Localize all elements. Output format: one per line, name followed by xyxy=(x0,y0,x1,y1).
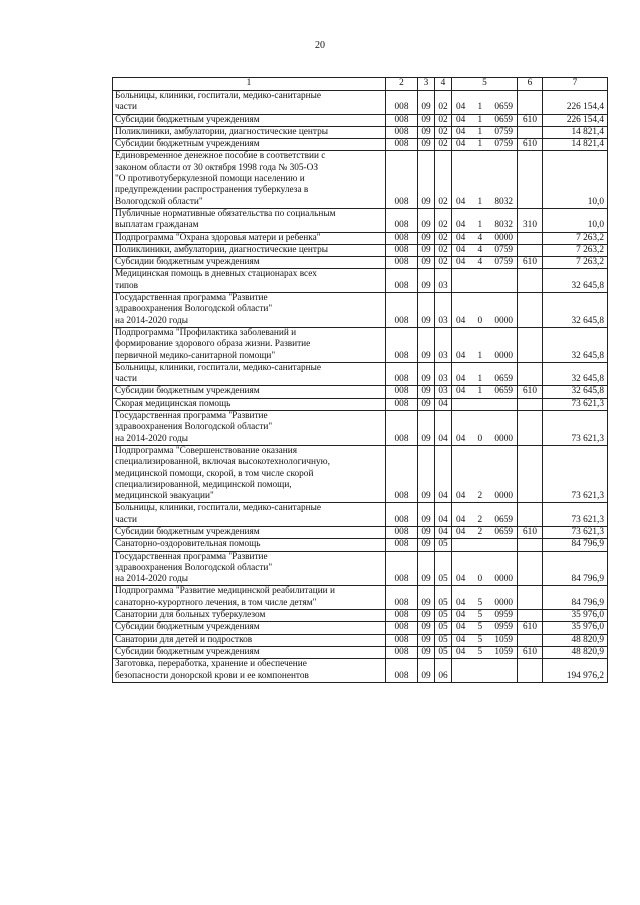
ministry-code-cell: 008 xyxy=(386,646,418,658)
target-article-part: 04 xyxy=(456,646,466,657)
row-name-cell: Субсидии бюджетным учреждениям xyxy=(113,257,386,269)
ministry-code-cell: 008 xyxy=(386,586,418,610)
table-row xyxy=(113,386,608,398)
target-article-part: 1 xyxy=(477,196,483,207)
row-name-cell: Санаторно-оздоровительная помощь xyxy=(113,539,386,551)
target-article-part: 04 xyxy=(456,139,466,150)
target-article-cell xyxy=(452,610,518,622)
target-article-part: 5 xyxy=(477,634,483,645)
ministry-code-cell: 008 xyxy=(386,659,418,683)
ministry-code-cell: 008 xyxy=(386,398,418,410)
table-row xyxy=(113,139,608,151)
expense-type-cell xyxy=(518,126,543,138)
target-article-cell xyxy=(452,151,518,208)
amount-cell: 73 621,3 xyxy=(543,398,608,410)
amount-cell: 73 621,3 xyxy=(543,526,608,538)
row-name-cell: Больницы, клиники, госпитали, медико-санитарные части xyxy=(113,91,386,115)
target-article-part: 8032 xyxy=(494,220,513,231)
target-article-cell xyxy=(452,362,518,386)
section-code-cell: 09 xyxy=(418,362,435,386)
target-article-part: 1 xyxy=(477,102,483,113)
target-article-part: 4 xyxy=(477,257,483,268)
expense-type-cell xyxy=(518,244,543,256)
expense-type-cell xyxy=(518,293,543,328)
target-article-part: 04 xyxy=(456,126,466,137)
row-name-cell: Больницы, клиники, госпитали, медико-санитарные части xyxy=(113,362,386,386)
target-article-cell xyxy=(452,503,518,527)
target-article-part: 5 xyxy=(477,646,483,657)
row-name-cell: Санатории для детей и подростков xyxy=(113,634,386,646)
subsection-code-cell: 02 xyxy=(435,91,452,115)
section-code-cell: 09 xyxy=(418,445,435,502)
table-row xyxy=(113,327,608,362)
target-article-part: 0 xyxy=(477,315,483,326)
target-article-cell xyxy=(452,208,518,232)
expense-type-cell xyxy=(518,503,543,527)
row-name-cell: Субсидии бюджетным учреждениям xyxy=(113,114,386,126)
budget-table xyxy=(112,77,608,683)
row-name-cell: Подпрограмма "Охрана здоровья матери и ребенка" xyxy=(113,232,386,244)
ministry-code-cell: 008 xyxy=(386,244,418,256)
subsection-code-cell: 04 xyxy=(435,411,452,446)
ministry-code-cell: 008 xyxy=(386,208,418,232)
target-article-part: 0759 xyxy=(494,139,513,150)
target-article-part: 04 xyxy=(456,350,466,361)
amount-cell: 73 621,3 xyxy=(543,445,608,502)
table-row xyxy=(113,362,608,386)
ministry-code-cell: 008 xyxy=(386,634,418,646)
row-name-cell: Скорая медицинская помощь xyxy=(113,398,386,410)
target-article-part: 8032 xyxy=(494,196,513,207)
expense-type-cell xyxy=(518,269,543,293)
row-name-cell: Больницы, клиники, госпитали, медико-санитарные части xyxy=(113,503,386,527)
table-row xyxy=(113,257,608,269)
target-article-part: 04 xyxy=(456,257,466,268)
page-number: 20 xyxy=(315,40,325,51)
table-row xyxy=(113,411,608,446)
target-article-part: 0000 xyxy=(494,574,513,585)
subsection-code-cell: 02 xyxy=(435,244,452,256)
target-article-part: 04 xyxy=(456,622,466,633)
target-article-cell xyxy=(452,551,518,586)
amount-cell: 194 976,2 xyxy=(543,659,608,683)
subsection-code-cell: 05 xyxy=(435,586,452,610)
target-article-cell xyxy=(452,526,518,538)
section-code-cell: 09 xyxy=(418,257,435,269)
table-row xyxy=(113,114,608,126)
target-article-part: 0959 xyxy=(494,610,513,621)
expense-type-cell xyxy=(518,232,543,244)
amount-cell: 32 645,8 xyxy=(543,293,608,328)
ministry-code-cell: 008 xyxy=(386,139,418,151)
subsection-code-cell: 02 xyxy=(435,208,452,232)
target-article-part: 04 xyxy=(456,102,466,113)
target-article-part: 0000 xyxy=(494,232,513,243)
expense-type-cell xyxy=(518,659,543,683)
expense-type-cell: 610 xyxy=(518,646,543,658)
subsection-code-cell: 04 xyxy=(435,503,452,527)
target-article-part: 0659 xyxy=(494,114,513,125)
row-name-cell: Поликлиники, амбулатории, диагностические центры xyxy=(113,244,386,256)
subsection-code-cell: 05 xyxy=(435,634,452,646)
section-code-cell: 09 xyxy=(418,126,435,138)
section-code-cell: 09 xyxy=(418,622,435,634)
ministry-code-cell: 008 xyxy=(386,293,418,328)
target-article-cell xyxy=(452,622,518,634)
target-article-part: 04 xyxy=(456,244,466,255)
table-row xyxy=(113,586,608,610)
target-article-part: 04 xyxy=(456,514,466,525)
target-article-part: 04 xyxy=(456,574,466,585)
column-header: 3 xyxy=(418,78,435,91)
target-article-cell xyxy=(452,327,518,362)
table-row xyxy=(113,526,608,538)
amount-cell: 73 621,3 xyxy=(543,411,608,446)
expense-type-cell xyxy=(518,398,543,410)
target-article-cell xyxy=(452,586,518,610)
subsection-code-cell: 02 xyxy=(435,139,452,151)
amount-cell: 226 154,4 xyxy=(543,114,608,126)
expense-type-cell: 610 xyxy=(518,386,543,398)
target-article-cell xyxy=(452,445,518,502)
table-row xyxy=(113,622,608,634)
target-article-part: 04 xyxy=(456,491,466,502)
table-row xyxy=(113,208,608,232)
ministry-code-cell: 008 xyxy=(386,526,418,538)
target-article-cell xyxy=(452,659,518,683)
amount-cell: 226 154,4 xyxy=(543,91,608,115)
table-row xyxy=(113,634,608,646)
section-code-cell: 09 xyxy=(418,114,435,126)
target-article-part: 0000 xyxy=(494,491,513,502)
target-article-part: 0659 xyxy=(494,102,513,113)
column-header: 6 xyxy=(518,78,543,91)
section-code-cell: 09 xyxy=(418,634,435,646)
expense-type-cell xyxy=(518,151,543,208)
target-article-part: 04 xyxy=(456,114,466,125)
amount-cell: 14 821,4 xyxy=(543,126,608,138)
subsection-code-cell: 03 xyxy=(435,327,452,362)
amount-cell: 10,0 xyxy=(543,151,608,208)
subsection-code-cell: 05 xyxy=(435,551,452,586)
subsection-code-cell: 03 xyxy=(435,362,452,386)
section-code-cell: 09 xyxy=(418,539,435,551)
column-header: 7 xyxy=(543,78,608,91)
expense-type-cell: 610 xyxy=(518,622,543,634)
section-code-cell: 09 xyxy=(418,293,435,328)
target-article-part: 1 xyxy=(477,374,483,385)
section-code-cell: 09 xyxy=(418,327,435,362)
table-row xyxy=(113,398,608,410)
table-row xyxy=(113,445,608,502)
row-name-cell: Публичные нормативные обязательства по социальным выплатам гражданам xyxy=(113,208,386,232)
subsection-code-cell: 06 xyxy=(435,659,452,683)
target-article-cell xyxy=(452,293,518,328)
subsection-code-cell: 04 xyxy=(435,398,452,410)
target-article-part: 1059 xyxy=(494,646,513,657)
target-article-part: 1 xyxy=(477,386,483,397)
target-article-part: 1059 xyxy=(494,634,513,645)
target-article-part: 5 xyxy=(477,622,483,633)
expense-type-cell xyxy=(518,91,543,115)
expense-type-cell xyxy=(518,411,543,446)
section-code-cell: 09 xyxy=(418,659,435,683)
expense-type-cell xyxy=(518,634,543,646)
table-row xyxy=(113,293,608,328)
target-article-part: 04 xyxy=(456,610,466,621)
section-code-cell: 09 xyxy=(418,386,435,398)
section-code-cell: 09 xyxy=(418,503,435,527)
section-code-cell: 09 xyxy=(418,398,435,410)
table-row xyxy=(113,126,608,138)
section-code-cell: 09 xyxy=(418,208,435,232)
expense-type-cell xyxy=(518,362,543,386)
row-name-cell: Субсидии бюджетным учреждениям xyxy=(113,386,386,398)
target-article-part: 04 xyxy=(456,232,466,243)
subsection-code-cell: 05 xyxy=(435,622,452,634)
target-article-part: 04 xyxy=(456,315,466,326)
section-code-cell: 09 xyxy=(418,646,435,658)
subsection-code-cell: 02 xyxy=(435,126,452,138)
target-article-part: 2 xyxy=(477,514,483,525)
target-article-part: 1 xyxy=(477,114,483,125)
amount-cell: 32 645,8 xyxy=(543,386,608,398)
row-name-cell: Субсидии бюджетным учреждениям xyxy=(113,646,386,658)
target-article-part: 0000 xyxy=(494,433,513,444)
target-article-part: 0659 xyxy=(494,374,513,385)
expense-type-cell xyxy=(518,551,543,586)
amount-cell: 35 976,0 xyxy=(543,610,608,622)
expense-type-cell xyxy=(518,610,543,622)
table-row xyxy=(113,539,608,551)
target-article-part: 0000 xyxy=(494,315,513,326)
table-row xyxy=(113,551,608,586)
amount-cell: 10,0 xyxy=(543,208,608,232)
table-row xyxy=(113,659,608,683)
row-name-cell: Подпрограмма "Совершенствование оказания специализированной, включая высокотехнологичную, медицинской помощи, скорой, в том числе скорой специализированной, медицинской помощи, медицинской эвакуации" xyxy=(113,445,386,502)
expense-type-cell: 310 xyxy=(518,208,543,232)
subsection-code-cell: 02 xyxy=(435,257,452,269)
row-name-cell: Санатории для больных туберкулезом xyxy=(113,610,386,622)
target-article-part: 2 xyxy=(477,526,483,537)
subsection-code-cell: 02 xyxy=(435,151,452,208)
target-article-part: 0759 xyxy=(494,257,513,268)
table-row xyxy=(113,244,608,256)
target-article-cell xyxy=(452,386,518,398)
row-name-cell: Субсидии бюджетным учреждениям xyxy=(113,526,386,538)
subsection-code-cell: 02 xyxy=(435,114,452,126)
table-row xyxy=(113,232,608,244)
column-header: 4 xyxy=(435,78,452,91)
target-article-part: 0759 xyxy=(494,244,513,255)
ministry-code-cell: 008 xyxy=(386,327,418,362)
target-article-cell xyxy=(452,646,518,658)
target-article-part: 04 xyxy=(456,597,466,608)
amount-cell: 48 820,9 xyxy=(543,634,608,646)
amount-cell: 32 645,8 xyxy=(543,269,608,293)
expense-type-cell: 610 xyxy=(518,114,543,126)
target-article-part: 04 xyxy=(456,526,466,537)
table-row xyxy=(113,646,608,658)
ministry-code-cell: 008 xyxy=(386,91,418,115)
target-article-cell xyxy=(452,114,518,126)
target-article-cell xyxy=(452,91,518,115)
column-header: 5 xyxy=(452,78,518,91)
ministry-code-cell: 008 xyxy=(386,503,418,527)
target-article-part: 4 xyxy=(477,244,483,255)
section-code-cell: 09 xyxy=(418,586,435,610)
ministry-code-cell: 008 xyxy=(386,386,418,398)
target-article-cell xyxy=(452,244,518,256)
row-name-cell: Субсидии бюджетным учреждениям xyxy=(113,622,386,634)
amount-cell: 84 796,9 xyxy=(543,551,608,586)
expense-type-cell: 610 xyxy=(518,139,543,151)
target-article-part: 0000 xyxy=(494,350,513,361)
target-article-part: 0659 xyxy=(494,386,513,397)
target-article-part: 04 xyxy=(456,374,466,385)
expense-type-cell: 610 xyxy=(518,526,543,538)
target-article-cell xyxy=(452,539,518,551)
target-article-part: 04 xyxy=(456,220,466,231)
target-article-part: 1 xyxy=(477,139,483,150)
expense-type-cell xyxy=(518,539,543,551)
amount-cell: 7 263,2 xyxy=(543,257,608,269)
target-article-part: 4 xyxy=(477,232,483,243)
ministry-code-cell: 008 xyxy=(386,269,418,293)
ministry-code-cell: 008 xyxy=(386,445,418,502)
target-article-part: 0959 xyxy=(494,622,513,633)
amount-cell: 48 820,9 xyxy=(543,646,608,658)
table-header-row xyxy=(113,78,608,91)
ministry-code-cell: 008 xyxy=(386,232,418,244)
expense-type-cell: 610 xyxy=(518,257,543,269)
section-code-cell: 09 xyxy=(418,244,435,256)
target-article-part: 2 xyxy=(477,491,483,502)
row-name-cell: Заготовка, переработка, хранение и обеспечение безопасности донорской крови и ее компонентов xyxy=(113,659,386,683)
subsection-code-cell: 03 xyxy=(435,293,452,328)
row-name-cell: Медицинская помощь в дневных стационарах всех типов xyxy=(113,269,386,293)
target-article-cell xyxy=(452,411,518,446)
table-row xyxy=(113,269,608,293)
target-article-part: 0 xyxy=(477,574,483,585)
section-code-cell: 09 xyxy=(418,610,435,622)
row-name-cell: Единовременное денежное пособие в соответствии с законом области от 30 октября 1998 года № 305-ОЗ "О противотуберкулезной помощи населению и предупреждении распространения туберкулеза в Вологодской области" xyxy=(113,151,386,208)
ministry-code-cell: 008 xyxy=(386,114,418,126)
expense-type-cell xyxy=(518,586,543,610)
section-code-cell: 09 xyxy=(418,411,435,446)
target-article-part: 5 xyxy=(477,610,483,621)
table-row xyxy=(113,610,608,622)
target-article-part: 1 xyxy=(477,350,483,361)
column-header: 2 xyxy=(386,78,418,91)
ministry-code-cell: 008 xyxy=(386,622,418,634)
target-article-cell xyxy=(452,139,518,151)
target-article-part: 04 xyxy=(456,196,466,207)
row-name-cell: Подпрограмма "Профилактика заболеваний и формирование здорового образа жизни. Развитие первичной медико-санитарной помощи" xyxy=(113,327,386,362)
ministry-code-cell: 008 xyxy=(386,610,418,622)
amount-cell: 7 263,2 xyxy=(543,232,608,244)
ministry-code-cell: 008 xyxy=(386,151,418,208)
ministry-code-cell: 008 xyxy=(386,257,418,269)
target-article-part: 04 xyxy=(456,634,466,645)
target-article-part: 04 xyxy=(456,433,466,444)
table-row xyxy=(113,151,608,208)
table-row xyxy=(113,503,608,527)
target-article-part: 5 xyxy=(477,597,483,608)
row-name-cell: Государственная программа "Развитие здравоохранения Вологодской области" на 2014-2020 годы xyxy=(113,293,386,328)
subsection-code-cell: 03 xyxy=(435,386,452,398)
target-article-cell xyxy=(452,232,518,244)
target-article-part: 0759 xyxy=(494,126,513,137)
subsection-code-cell: 03 xyxy=(435,269,452,293)
subsection-code-cell: 05 xyxy=(435,610,452,622)
section-code-cell: 09 xyxy=(418,269,435,293)
ministry-code-cell: 008 xyxy=(386,539,418,551)
amount-cell: 35 976,0 xyxy=(543,622,608,634)
section-code-cell: 09 xyxy=(418,139,435,151)
ministry-code-cell: 008 xyxy=(386,411,418,446)
table-row xyxy=(113,91,608,115)
expense-type-cell xyxy=(518,445,543,502)
target-article-cell xyxy=(452,126,518,138)
section-code-cell: 09 xyxy=(418,232,435,244)
subsection-code-cell: 04 xyxy=(435,445,452,502)
target-article-cell xyxy=(452,634,518,646)
row-name-cell: Государственная программа "Развитие здравоохранения Вологодской области" на 2014-2020 годы xyxy=(113,411,386,446)
subsection-code-cell: 05 xyxy=(435,646,452,658)
expense-type-cell xyxy=(518,327,543,362)
target-article-part: 1 xyxy=(477,220,483,231)
section-code-cell: 09 xyxy=(418,91,435,115)
ministry-code-cell: 008 xyxy=(386,126,418,138)
target-article-cell xyxy=(452,257,518,269)
amount-cell: 73 621,3 xyxy=(543,503,608,527)
row-name-cell: Государственная программа "Развитие здравоохранения Вологодской области" на 2014-2020 годы xyxy=(113,551,386,586)
amount-cell: 32 645,8 xyxy=(543,327,608,362)
target-article-part: 0 xyxy=(477,433,483,444)
amount-cell: 84 796,9 xyxy=(543,539,608,551)
target-article-cell xyxy=(452,398,518,410)
target-article-part: 1 xyxy=(477,126,483,137)
column-header: 1 xyxy=(113,78,386,91)
section-code-cell: 09 xyxy=(418,526,435,538)
target-article-part: 0000 xyxy=(494,597,513,608)
amount-cell: 32 645,8 xyxy=(543,362,608,386)
target-article-cell xyxy=(452,269,518,293)
amount-cell: 7 263,2 xyxy=(543,244,608,256)
row-name-cell: Субсидии бюджетным учреждениям xyxy=(113,139,386,151)
subsection-code-cell: 04 xyxy=(435,526,452,538)
section-code-cell: 09 xyxy=(418,151,435,208)
amount-cell: 14 821,4 xyxy=(543,139,608,151)
amount-cell: 84 796,9 xyxy=(543,586,608,610)
ministry-code-cell: 008 xyxy=(386,551,418,586)
subsection-code-cell: 05 xyxy=(435,539,452,551)
ministry-code-cell: 008 xyxy=(386,362,418,386)
target-article-part: 04 xyxy=(456,386,466,397)
target-article-part: 0659 xyxy=(494,526,513,537)
target-article-part: 0659 xyxy=(494,514,513,525)
row-name-cell: Поликлиники, амбулатории, диагностические центры xyxy=(113,126,386,138)
subsection-code-cell: 02 xyxy=(435,232,452,244)
section-code-cell: 09 xyxy=(418,551,435,586)
row-name-cell: Подпрограмма "Развитие медицинской реабилитации и санаторно-курортного лечения, в том числе детям" xyxy=(113,586,386,610)
